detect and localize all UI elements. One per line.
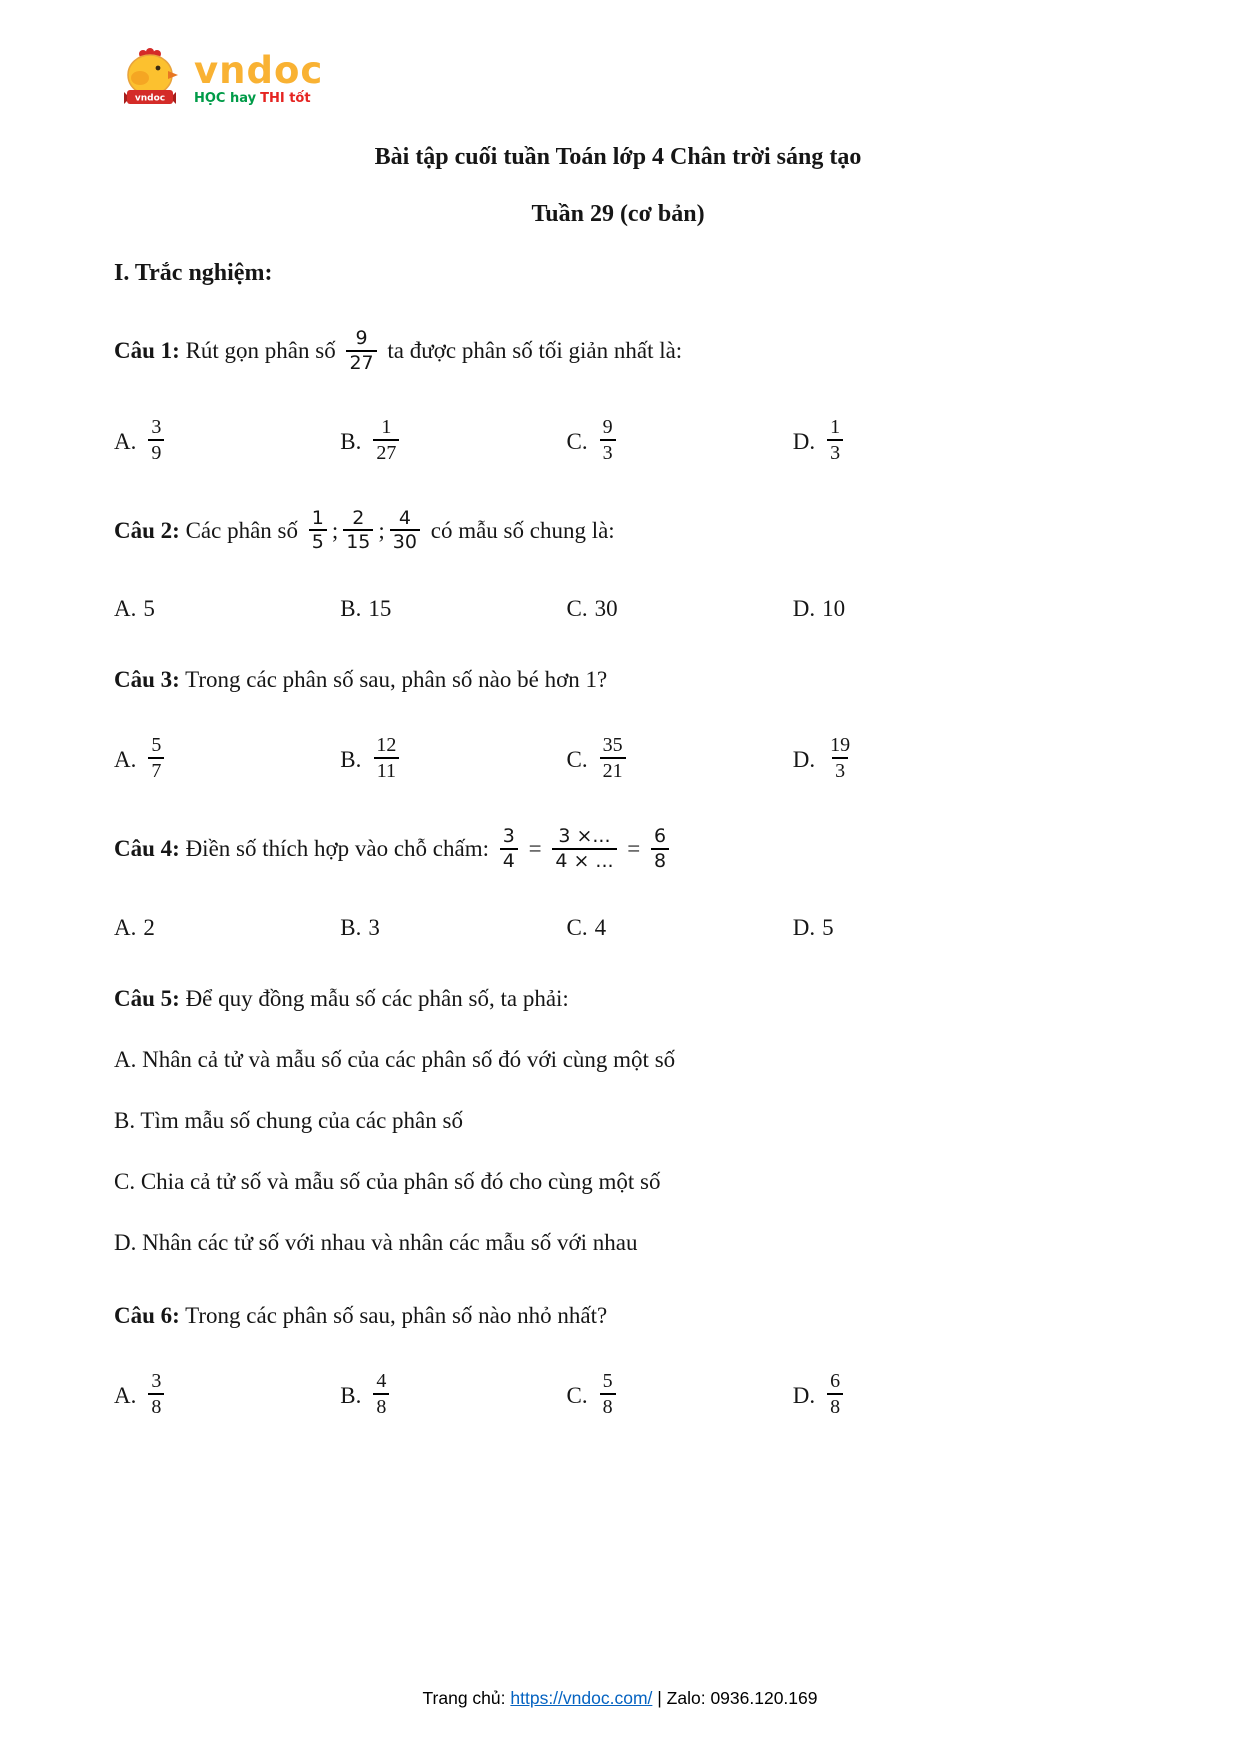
page-footer [0,1688,1240,1709]
option-value: 2 [143,914,155,940]
question-text-segment: Trong các phân số sau, phân số nào bé hơn 1? [179,667,608,693]
fraction-numerator: 9 [355,327,368,349]
question-number: Câu 5: [114,985,180,1011]
question-text-segment: ta được phân số tối giản nhất là: [381,338,683,364]
logo-wordmark [194,48,324,106]
mascot-banner-text: vndoc [134,93,166,104]
question-block [114,506,1122,623]
answer-option [114,915,340,941]
options-row [114,417,1019,467]
fraction-denominator: 8 [148,1393,164,1419]
answer-option [793,417,1019,467]
question-number: Câu 4: [114,836,180,862]
option-label: B. [340,1383,362,1409]
options-row [114,1371,1019,1421]
fraction-numerator: 6 [654,825,667,848]
question-text-segment: Để quy đồng mẫu số các phân số, ta phải: [179,985,569,1011]
fraction [373,1369,389,1419]
question-text [114,1300,1122,1331]
option-value: 3 [368,914,380,940]
fraction-denominator: 27 [346,350,376,375]
answer-option [340,596,566,622]
option-label: C. [566,1383,588,1409]
logo-brand-text: vndoc [194,48,324,92]
question-block [114,664,1122,785]
footer-separator: | [652,1688,667,1708]
page-subtitle: Tuần 29 (cơ bản) [531,201,705,227]
question-text-segment: ; [331,517,339,543]
page-title: Bài tập cuối tuần Toán lớp 4 Chân trời sáng tạo [374,144,862,170]
question-text-segment: = [522,836,548,862]
homepage-link[interactable]: https://vndoc.com/ [510,1688,653,1708]
question-number: Câu 3: [114,667,180,693]
question-number: Câu 2: [114,517,180,543]
option-label: B. [340,596,362,622]
fraction [346,327,376,375]
option-label: A. [114,914,137,940]
answer-option [793,1371,1019,1421]
fraction-numerator: 5 [151,734,162,757]
vndoc-mascot-icon [114,46,186,110]
fraction-denominator: 5 [309,529,327,554]
option-label: B. [340,428,362,454]
option-label: D. [792,1383,816,1409]
answer-option [567,915,793,941]
option-label: A. [114,1383,137,1409]
question-text-segment: = [621,836,647,862]
fraction-denominator: 30 [390,529,420,554]
answer-option: C. Chia cả tử số và mẫu số của phân số đó cho cùng một số [114,1168,661,1194]
option-label: C. [566,914,588,940]
fraction-denominator: 8 [827,1393,843,1419]
question-block [114,983,1122,1258]
fraction [148,1369,164,1419]
option-label: B. [340,914,362,940]
fraction-denominator: 27 [373,439,399,465]
fraction-numerator: 6 [830,1370,841,1393]
option-label: B. [340,747,362,773]
answer-option [567,1371,793,1421]
fraction-numerator: 1 [381,415,392,438]
question-block [114,827,1122,941]
fraction-numerator: 5 [602,1370,613,1393]
fraction-numerator: 19 [830,734,851,757]
answer-option: D. Nhân các tử số với nhau và nhân các mẫu số với nhau [114,1230,638,1256]
fraction-numerator: 3 [151,1370,162,1393]
option-value: 4 [594,914,607,940]
fraction [373,733,399,783]
answer-option [567,735,793,785]
option-label: D. [792,428,816,454]
answer-option [114,1371,340,1421]
question-text [114,983,1122,1014]
fraction [500,825,518,873]
options-row [114,915,1019,941]
fraction-numerator: 9 [602,415,613,438]
answer-option [567,596,793,622]
fraction-numerator: 4 [398,506,411,529]
questions [114,329,1122,1421]
fraction-numerator: 2 [352,506,365,529]
fraction-numerator: 3 [502,825,515,848]
answer-option [340,735,566,785]
option-value: 5 [822,914,834,940]
option-label: A. [114,747,137,773]
option-label: C. [566,428,588,454]
fraction [309,507,327,555]
question-text [114,664,1122,695]
fraction-denominator: 4 × ... [552,848,616,873]
fraction-numerator: 12 [376,734,397,757]
option-value: 15 [368,596,392,622]
fraction-denominator: 11 [374,757,399,783]
options-row [114,596,1019,622]
option-label: A. [114,596,137,622]
option-label: C. [566,747,588,773]
fraction [651,825,669,873]
option-label: D. [792,747,816,773]
answer-option [114,417,340,467]
logo-tagline-green: HỌC hay [194,90,257,106]
answer-option [793,735,1019,785]
fraction [600,1369,616,1419]
fraction-numerator: 3 ×... [558,825,611,848]
fraction-denominator: 8 [651,848,669,873]
logo-tagline-red: THI tốt [260,90,311,106]
option-value: 10 [822,596,846,622]
fraction-denominator: 8 [600,1393,616,1419]
fraction [827,415,843,465]
answer-option [793,915,1019,941]
question-text [114,827,1122,875]
fraction-denominator: 3 [832,757,848,783]
answer-option: A. Nhân cả tử và mẫu số của các phân số đó với cùng một số [114,1046,676,1072]
option-value: 5 [143,596,155,622]
fraction [343,507,373,555]
fraction-numerator: 35 [602,734,623,757]
option-label: D. [792,596,816,622]
option-value: 30 [594,596,618,622]
answer-option [793,596,1019,622]
fraction [600,415,616,465]
options-row [114,735,1019,785]
answer-option [567,417,793,467]
question-text-segment: Các phân số [179,517,304,543]
question-text-segment: Rút gọn phân số [179,338,342,364]
question-text [114,329,1122,377]
fraction-denominator: 21 [600,757,626,783]
question-block [114,1300,1122,1421]
fraction [827,733,853,783]
fraction [148,733,164,783]
question-text-segment: Điền số thích hợp vào chỗ chấm: [179,836,495,862]
fraction [373,415,399,465]
vndoc-logo [114,46,1122,110]
option-label: A. [114,428,137,454]
section-heading: I. Trắc nghiệm: [114,260,273,286]
answer-option [114,735,340,785]
question-text-segment: Trong các phân số sau, phân số nào nhỏ nhất? [179,1303,608,1329]
fraction-numerator: 3 [151,415,162,438]
fraction-denominator: 3 [600,439,616,465]
answer-option [114,596,340,622]
fraction [552,825,616,873]
answer-option [340,1371,566,1421]
question-text-segment: ; [378,517,385,543]
question-number: Câu 1: [114,338,180,364]
question-number: Câu 6: [114,1303,180,1329]
logo-tagline [194,92,323,105]
question-text [114,506,1122,557]
fraction [390,507,420,555]
fraction-denominator: 3 [827,439,843,465]
fraction [827,1369,843,1419]
answer-option [340,915,566,941]
fraction-numerator: 4 [376,1370,387,1393]
fraction-denominator: 15 [343,529,373,554]
answer-option [340,417,566,467]
question-block [114,329,1122,467]
fraction-denominator: 9 [148,439,164,465]
fraction-numerator: 1 [830,415,841,438]
footer-zalo: Zalo: 0936.120.169 [666,1688,818,1708]
answer-option: B. Tìm mẫu số chung của các phân số [114,1107,463,1133]
fraction [600,733,626,783]
fraction-denominator: 8 [373,1393,389,1419]
fraction-numerator: 1 [311,506,324,529]
option-label: C. [566,596,588,622]
footer-prefix: Trang chủ: [422,1688,511,1708]
fraction-denominator: 7 [148,757,164,783]
option-label: D. [792,914,816,940]
fraction-denominator: 4 [500,848,518,873]
fraction [148,415,164,465]
question-text-segment: có mẫu số chung là: [424,517,615,543]
